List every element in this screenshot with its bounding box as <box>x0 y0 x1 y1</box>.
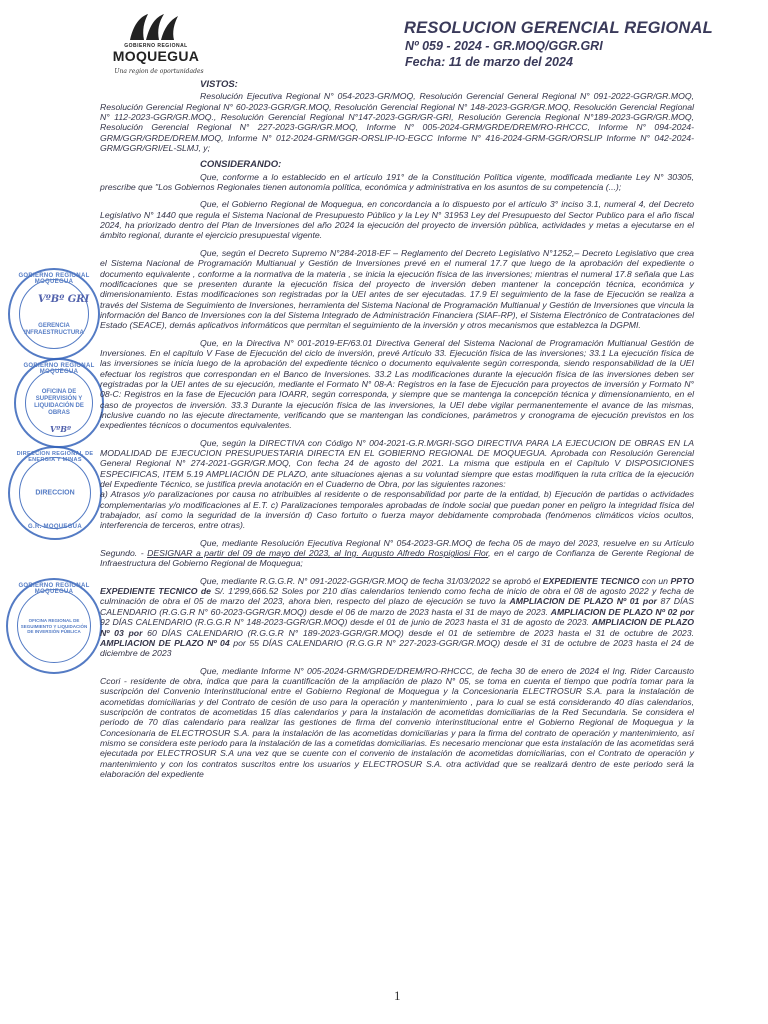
stamp-supervision-liquidacion <box>14 358 104 448</box>
stamp-center-text: GERENCIA INFRAESTRUCTURA <box>24 322 84 336</box>
stamp-seguimiento-inversion <box>6 578 102 674</box>
resolution-title: RESOLUCION GERENCIAL REGIONAL <box>404 19 713 37</box>
logo-slogan: Una region de oportunidades <box>114 68 204 75</box>
gobierno-regional-moquegua-emblem <box>124 12 184 42</box>
considerando-paragraph-4: Que, en la Directiva N° 001-2019-EF/63.01 Directiva General del Sistema Nacional de Programación Multianual Gestión de Inversiones. En el capítulo V Fase de Ejecución del ciclo de inversión, prevé Artículo 33. Ejecución física de las inversiones; 33.1 La ejecución física de las inversiones se inicia luego de la aprobación del expediente técnico o documento equivalente según corresponda, siendo responsabilidad de la UEI efectuar los registros que correspondan en el Banco de Inversiones. 33.2 Las modificaciones durante la ejecución física de las inversiones deben ser registradas por la UEI antes de su ejecución, mediante el Formato N° 08-A: Registros en la fase de Ejecución para proyectos de inversión y Formato N° 08-C: Registros en la fase de Ejecución para IOARR, según corresponda, y siempre que se mantenga la concepción técnica y dimensionamiento, en el caso de proyectos de inversión. 33.3 Durante la ejecución física de las inversiones, la UEI debe vigilar permanentemente el avance de las mismas, inclusive cuando no las ejecute directamente, verificando que se mantengan las condiciones, parámetros y cronograma de ejecución previstos en los expedientes técnicos o documentos equivalentes. <box>100 337 694 431</box>
considerando-paragraph-5-list: a) Atrasos y/o paralizaciones por causa no atribuibles al residente o de responsabilidad por parte de la entidad, b) Ejecución de partidas o actividades complementarias y/o modificaciones al E.T. c) Paralizaciones temporales aprobadas de índole social que puedan poner en peligro la integridad física del trabajador, así como la seguridad de la inversión d) Caso fortuito o fuerza mayor debidamente comprobada (fenómenos climáticos vicios ocultos, interferencia de terceros, entre otras). <box>100 489 694 531</box>
considerando-paragraph-8: Que, mediante Informe N° 005-2024-GRM/GRDE/DREM/RO-RHCCC, de fecha 30 de enero de 2024 el Ing. Rider Carcausto Ccori - residente de obra, indica que para la cuantificación de la ampliación de plazo N° 05, se toma en cuenta el tiempo que podría tomar para la suscripción del Convenio Interinstitucional entre el Gobierno Regional de Moquegua y la Concesionaria ELECTROSUR S.A. para la instalación de acometidas domiciliarias y del Contrato de cesión de uso para la operación y mantenimiento , para lo cual se está considerando 40 días calendarios, suscripción de contratos de acometidas 15 días calendarios y para la instalación de acometidas domiciliarias de la Red Secundaria. Se considera el periodo de 70 días calendario para realizar las gestiones de firma del convenio interinstitucional entre el Gobierno Regional de Moquegua y la Concesionaria de ELECTROSUR S.A. para la instalación de las acometidas domiciliarias y para la firma del contrato de operación y mantenimiento, así mismo se considera este periodo para la instalación de las a cometidas domiciliarias. Es necesario mencionar que esta instalación de las acometidas será ejecutada por ELECTROSUR S.A una vez que se cuente con el convenio de instalación de acometidas domiciliarias, con el Contrato de operación y mantenimiento y con los contratos suscritos entre los usuarios y ELECTROSUR S.A. otra actividad que se realizará dentro de este periodo será la elaboración del expediente <box>100 665 694 779</box>
considerando-paragraph-2: Que, el Gobierno Regional de Moquegua, en concordancia a lo dispuesto por el artículo 3° inciso 3.1, numeral 4, del Decreto Legislativo N° 1440 que regula el Sistema Nacional de Presupuesto Público y la Ley N° 31953 Ley del Presupuesto del Sector Publico para el año fiscal 2024, ha priorizado dentro del Plan de Inversiones del año 2024 la ejecución del proyecto de inversión pública, actividades y metas a ejecutarse en el ámbito regional, durante el ejercicio presupuestal vigente. <box>100 199 694 241</box>
resolution-number: Nº 059 - 2024 - GR.MOQ/GGR.GRI <box>405 39 603 53</box>
stamp-vobo: VºBº <box>50 424 71 434</box>
considerando-paragraph-7: Que, mediante R.G.G.R. N° 091-2022-GGR/GR.MOQ de fecha 31/03/2022 se aprobó el EXPEDIENTE TECNICO con un PPTO EXPEDIENTE TECNICO de S/. 1'299,666.52 Soles por 210 días calendarios teniendo como fecha de inicio de obra el 08 de agosto 2022 y fecha de culminación de obra el 05 de marzo del 2023, ahora bien, respecto del plazo de ejecución se tuvo la AMPLIACION DE PLAZO Nº 01 por 87 DÍAS CALENDARIO (R.G.G.R N° 60-2023-GGR/GR.MOQ) desde el 06 de marzo de 2023 hasta el 31 de mayo de 2023. AMPLIACION DE PLAZO Nº 02 por 92 DÍAS CALENDARIO (R.G.G.R N° 148-2023-GGR/GR.MOQ) desde el 01 de junio de 2023 hasta el 31 de agosto de 2023. AMPLIACION DE PLAZO Nº 03 por 60 DÍAS CALENDARIO (R.G.G.R N° 189-2023-GGR/GR.MOQ) desde el 01 de setiembre de 2023 hasta el 31 de octubre de 2023. AMPLIACION DE PLAZO Nº 04 por 55 DÍAS CALENDARIO (R.G.G.R N° 227-2023-GGR/GR.MOQ) desde el 31 de octubre de 2023 hasta el 24 de diciembre de 2023 <box>100 575 694 659</box>
considerando-paragraph-6: Que, mediante Resolución Ejecutiva Regional N° 054-2023-GR.MOQ de fecha 05 de mayo del 2023, resuelve en su Artículo Segundo. - DESIGNAR a partir del 09 de mayo del 2023, al Ing. Augusto Alfredo Rospigliosi Flor, en el cargo de Confianza de Gerente Regional de Infraestructura del Gobierno Regional de Moquegua; <box>100 537 694 569</box>
stamp-bottom-text: G.R. MOQUEGUA <box>28 524 82 530</box>
resolution-date: Fecha: 11 de marzo del 2024 <box>405 55 573 69</box>
stamp-center-text: DIRECCION <box>35 489 75 497</box>
stamp-direccion-energia-minas <box>8 446 102 540</box>
stamp-center-text: OFICINA REGIONAL DE SEGUIMIENTO Y LIQUIDACIÓN DE INVERSIÓN PÚBLICA <box>20 617 88 634</box>
stamp-ring-text: GOBIERNO REGIONAL MOQUEGUA <box>18 583 90 595</box>
vistos-paragraph: Resolución Ejecutiva Regional N° 054-2023-GR/MOQ, Resolución Gerencial General Regional N° 091-2022-GGR/GR.MOQ, Resolución Gerencial Regional N° 60-2023-GGR/GR.MOQ, Resolución Gerencial Regional N° 148-2023-GGR/GR.MOQ, Resolución Gerencial Regional N° 112-2023-GGR/GR.MOQ., Resolución Gerencial Regional N°147-2023-GGR/GR-GRI, Resolución Gerencia Regional N°189-2023-GGR/GR.MOQ, Resolución Gerencial Regional N° 227-2023-GGR/GR.MOQ, Informe N° 005-2024-GRM/GRDE/DREM/RO-RHCCC, Informe N° 094-2024-GRM/GGR/GRDE/DREM.MOQ, Informe N° 012-2024-GRM/GGR-ORSLIP-IO-EGCC Informe N° 416-2024-GRM-GGR/ORSLIP Informe N° 042-2024-GRM/GGR/GRI/EL-SLMJ, y; <box>100 91 694 154</box>
considerando-paragraph-5: Que, según la DIRECTIVA con Código N° 004-2021-G.R.M/GRI-SGO DIRECTIVA PARA LA EJECUCION DE OBRAS EN LA MODALIDAD DE EJECUCION PRESUPUESTARIA DIRECTA EN EL GOBIERNO REGIONAL DE MOQUEGUA. Aprobada con Resolución Gerencial General Regional N° 274-2021-GGR/GR.MOQ, Con fecha 24 de agosto del 2021. La misma que estipula en el Capítulo V DISPOSICIONES ESPECIFICAS, ITEM 5.19 AMPLIACIÓN DE PLAZO, ante situaciones ajenas a su voluntad siempre que estas modifiquen la ruta crítica de la ejecución del Expediente Técnico, se justifica previa anotación en el Cuaderno de Obra, por las siguientes razones: <box>100 437 694 490</box>
stamp-ring-text: GOBIERNO REGIONAL MOQUEGUA <box>23 363 95 375</box>
vistos-heading: VISTOS: <box>200 79 238 90</box>
considerando-paragraph-1: Que, conforme a lo establecido en el artículo 191° de la Constitución Política vigente, modificada mediante Ley N° 30305, prescribe que "Los Gobiernos Regionales tienen autonomía política, económica y administrativa en los asuntos de su competencia (...); <box>100 171 694 193</box>
resolution-header <box>404 18 764 70</box>
logo-small-text: GOBIERNO REGIONAL <box>124 43 188 49</box>
stamp-gerencia-infraestructura <box>8 268 100 360</box>
stamp-signature: VºBº GRI <box>38 294 90 305</box>
considerando-paragraph-3: Que, según el Decreto Supremo N°284-2018-EF – Reglamento del Decreto Legislativo N°1252,– Decreto Legislativo que crea el Sistema Nacional de Programación Multianual y Gestión de Inversiones prevé en el numeral 17.7 que luego de la aprobación del expediente o documento equivalente , conforme a la normativa de la materia , se inicia la ejecución física de las inversiones; mientras el numeral 17.8 señala que Las modificaciones que se presenten durante la ejecución física del proyecto de inversión deben mantener la concepción técnica, económica y dimensionamiento. Estas modificaciones son registradas por la UEI antes de ser ejecutadas. 17.9 El seguimiento de la fase de Ejecución se realiza a través del Sistema de Seguimiento de Inversiones, herramienta del Sistema Nacional de Programación Multianual y Gestión de Inversiones que vincula la información del Banco de Inversiones con la del Sistema Integrado de Administración Financiera (SIAF-RP), el Sistema Electrónico de Contrataciones del Estado (SEACE), demás aplicativos informáticos que permitan el seguimiento de la inversión y otros mecanismos que establezca la DGPMI. <box>100 247 694 331</box>
logo <box>96 12 216 78</box>
stamp-center-text: OFICINA DE SUPERVISIÓN Y LIQUIDACIÓN DE OBRAS <box>34 389 84 416</box>
logo-name: MOQUEGUA <box>112 48 200 64</box>
considerando-heading: CONSIDERANDO: <box>200 159 282 171</box>
stamp-ring-text: GOBIERNO REGIONAL MOQUEGUA <box>18 273 90 285</box>
document-body <box>100 80 694 786</box>
stamp-ring-text: DIRECCION REGIONAL DE ENERGIA Y MINAS <box>16 451 94 463</box>
page-number: 1 <box>394 988 401 1003</box>
